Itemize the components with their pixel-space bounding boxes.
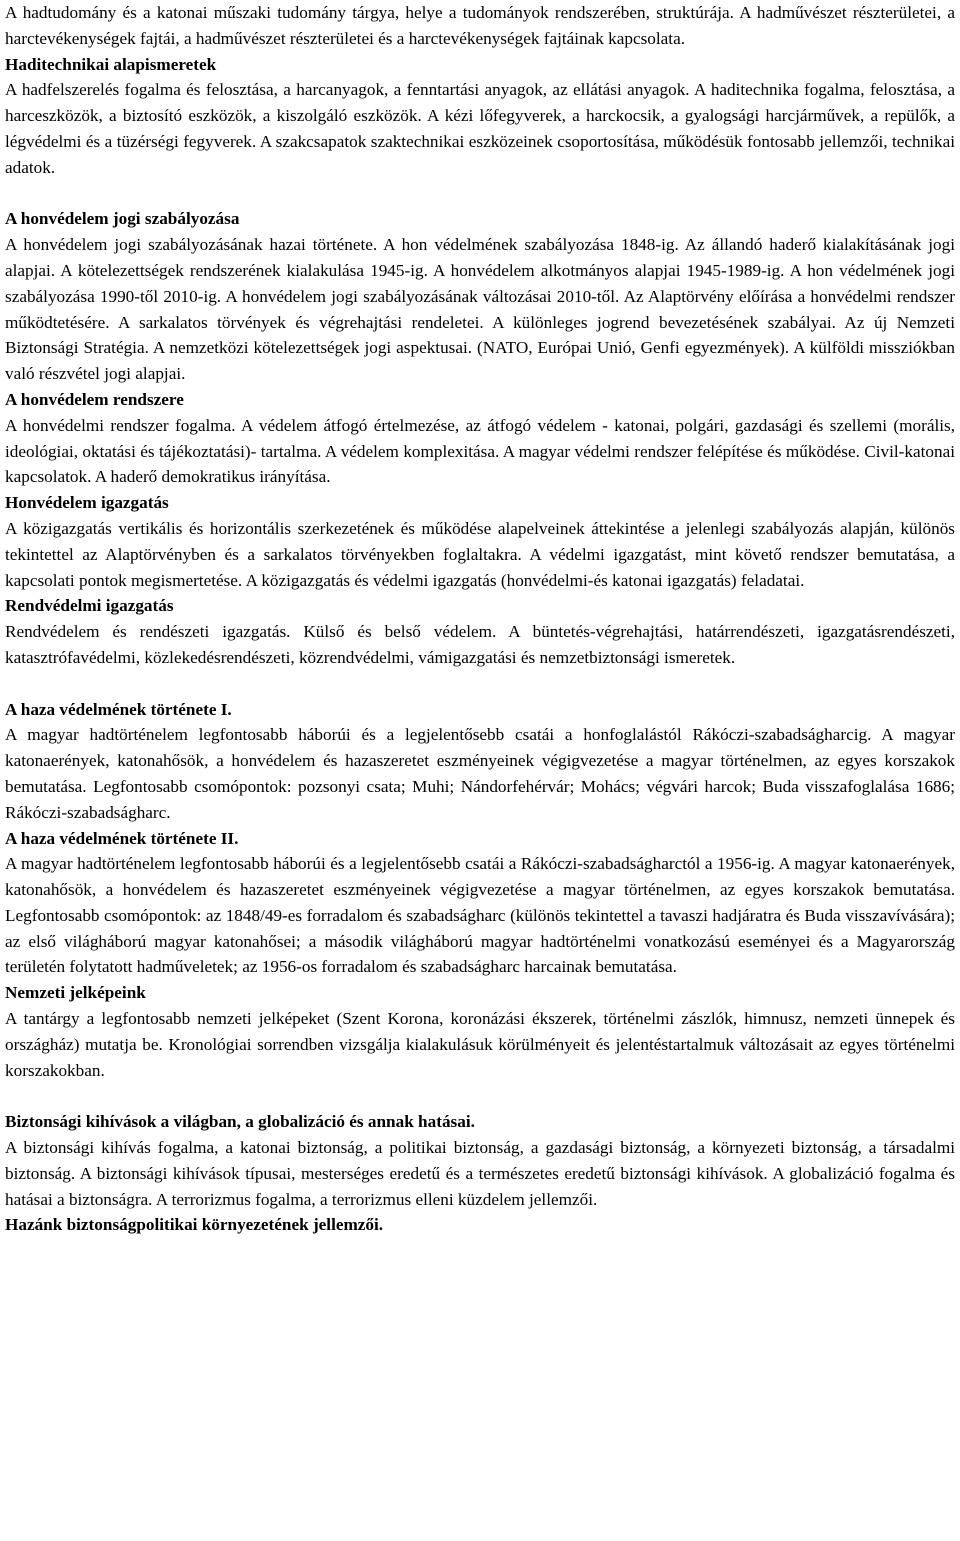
section-title-honvedelem-igazgatas: Honvédelem igazgatás (5, 493, 169, 513)
section-title-jogi-szabalyozas: A honvédelem jogi szabályozása (5, 209, 240, 229)
intro-paragraph: A hadtudomány és a katonai műszaki tudomány tárgya, helye a tudományok rendszerében, struktúrája. A hadművészet részterületei, a harctevékenységek fajtái, a hadművészet részterületei és a harctevékenységek fajtáinak kapcsolata. (5, 3, 955, 48)
section-body-haza-vedelme-2: A magyar hadtörténelem legfontosabb háborúi és a legjelentősebb csatái a Rákóczi-szabadságharctól a 1956-ig. A magyar katonaerények, katonahősök, a honvédelem és hazaszeretet eszményeinek végigvezetése a magyar történelmen, az egyes korszakok bemutatása. Legfontosabb csomópontok: az 1848/49-es forradalom és szabadságharc (különös tekintettel a tavaszi hadjáratra és Buda visszavívására); az első világháború magyar katonahősei; a második világháború magyar hadtörténelmi vonatkozású eseményei és a Magyarország területén folytatott hadműveletek; az 1956-os forradalom és szabadságharc harcainak bemutatása. (5, 854, 955, 977)
section-body-honvedelem-rendszere: A honvédelmi rendszer fogalma. A védelem átfogó értelmezése, az átfogó védelem - katonai, polgári, gazdasági és szellemi (morális, ideológiai, oktatási és tájékoztatási)- tartalma. A védelem komplexitása. A magyar védelmi rendszer felépítése és működése. Civil-katonai kapcsolatok. A haderő demokratikus irányítása. (5, 415, 955, 487)
section-body-nemzeti-jelkepeink: A tantárgy a legfontosabb nemzeti jelképeket (Szent Korona, koronázási ékszerek, történelmi zászlók, himnusz, nemzeti ünnepek és országház) mutatja be. Kronológiai sorrendben vizsgálja kialakulásuk körülményeit és jelentéstartalmuk változásait az egyes történelmi korszakokban. (5, 1009, 955, 1080)
section-title-haza-vedelme-1: A haza védelmének története I. (5, 699, 232, 719)
spacer (5, 181, 955, 207)
section-body-haza-vedelme-1: A magyar hadtörténelem legfontosabb háborúi és a legjelentősebb csatái a honfoglalástól Rákóczi-szabadságharcig. A magyar katonaerények, katonahősök, a honvédelem és hazaszeretet eszményeinek végigvezetése a magyar történelmen, az egyes korszakok bemutatása. Legfontosabb csomópontok: pozsonyi csata; Muhi; Nándorfehérvár; Mohács; végvári harcok; Buda visszafoglalása 1686; Rákóczi-szabadságharc. (5, 725, 955, 822)
section-body-rendvedelmi-igazgatas: Rendvédelem és rendészeti igazgatás. Külső és belső védelem. A büntetés-végrehajtási, határrendészeti, igazgatásrendészeti, katasztrófavédelmi, közlekedésrendészeti, közrendvédelmi, vámigazgatási és nemzetbiztonsági ismeretek. (5, 622, 955, 667)
section-title-nemzeti-jelkepeink: Nemzeti jelképeink (5, 983, 146, 1003)
section-title-haditechnika: Haditechnikai alapismeretek (5, 54, 217, 74)
spacer (5, 671, 955, 697)
section-body-haditechnika: A hadfelszerelés fogalma és felosztása, a harcanyagok, a fenntartási anyagok, az ellátási anyagok. A haditechnika fogalma, felosztása, a harceszközök, a biztosító eszközök, a kiszolgáló eszközök. A kézi lőfegyverek, a harckocsik, a gyalogsági harcjárművek, a repülők, a légvédelmi és a tüzérségi fegyverek. A szakcsapatok szaktechnikai eszközeinek csoportosítása, működésük fontosabb jellemzői, technikai adatok. (5, 80, 955, 177)
section-body-jogi-szabalyozas: A honvédelem jogi szabályozásának hazai története. A hon védelmének szabályozása 1848-ig. Az állandó haderő kialakításának jogi alapjai. A kötelezettségek rendszerének kialakulása 1945-ig. A honvédelem alkotmányos alapjai 1945-1989-ig. A hon védelmének jogi szabályozása 1990-től 2010-ig. A honvédelem jogi szabályozásának változásai 2010-től. Az Alaptörvény előírása a honvédelmi rendszer működtetésére. A sarkalatos törvények és végrehajtási rendeletei. A különleges jogrend bevezetésének szabályai. Az új Nemzeti Biztonsági Stratégia. A nemzetközi kötelezettségek jogi aspektusai. (NATO, Európai Unió, Genfi egyezmények). A külföldi missziókban való részvétel jogi alapjai. (5, 235, 955, 384)
section-title-haza-vedelme-2: A haza védelmének története II. (5, 828, 239, 848)
section-title-honvedelem-rendszere: A honvédelem rendszere (5, 389, 184, 409)
section-title-biztonsagpolitikai-kornyezet: Hazánk biztonságpolitikai környezetének jellemzői. (5, 1215, 384, 1235)
section-title-biztonsagi-kihivasok: Biztonsági kihívások a világban, a globalizáció és annak hatásai. (5, 1112, 475, 1132)
section-title-rendvedelmi-igazgatas: Rendvédelmi igazgatás (5, 596, 174, 616)
spacer (5, 1083, 955, 1109)
section-body-honvedelem-igazgatas: A közigazgatás vertikális és horizontális szerkezetének és működése alapelveinek áttekintése a jelenlegi szabályozás alapján, különös tekintettel az Alaptörvényben és a sarkalatos törvényekben foglaltakra. A védelmi igazgatást, mint követő rendszer bemutatása, a kapcsolati pontok megismertetése. A közigazgatás és védelmi igazgatás (honvédelmi-és katonai igazgatás) feladatai. (5, 518, 955, 590)
section-body-biztonsagi-kihivasok: A biztonsági kihívás fogalma, a katonai biztonság, a politikai biztonság, a gazdasági biztonság, a környezeti biztonság, a társadalmi biztonság. A biztonsági kihívások típusai, mesterséges eredetű és a természetes eredetű biztonsági kihívások. A globalizáció fogalma és hatásai a biztonságra. A terrorizmus fogalma, a terrorizmus elleni küzdelem jellemzői. (5, 1138, 955, 1209)
